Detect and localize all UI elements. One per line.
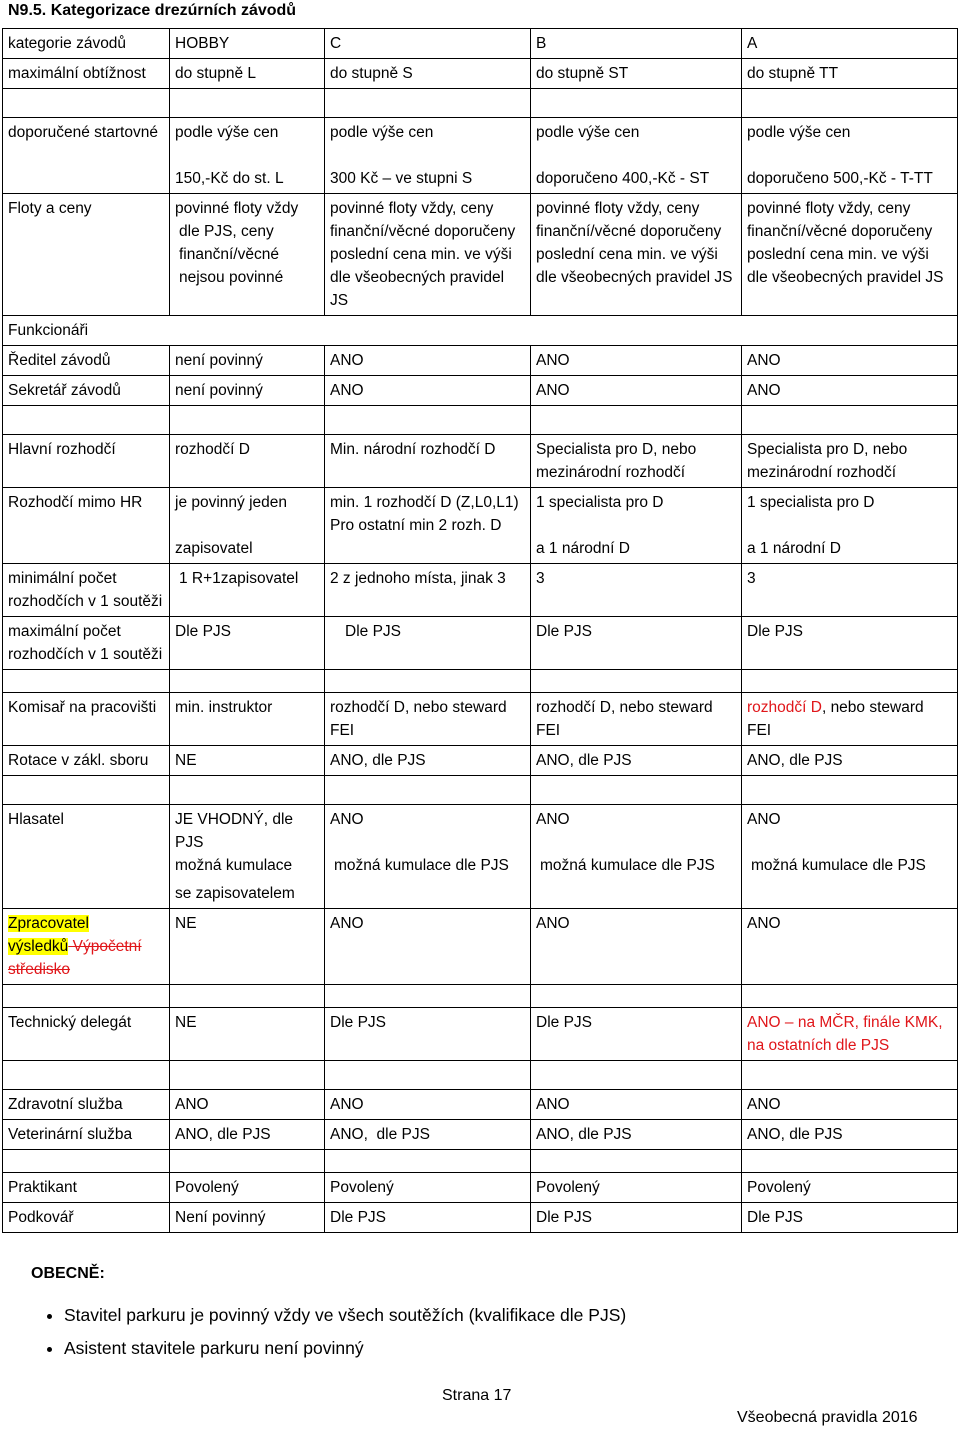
cell-line: podle výše cen: [747, 124, 851, 141]
table-cell: Specialista pro D, nebo mezinárodní rozhodčí: [531, 435, 742, 488]
table-cell: Dle PJS: [325, 1008, 531, 1061]
cell-line: min. 1 rozhodčí D (Z,L0,L1): [330, 494, 519, 511]
document-footer: Všeobecná pravidla 2016: [737, 1409, 918, 1426]
row-label: Podkovář: [3, 1203, 170, 1233]
table-cell: do stupně ST: [531, 59, 742, 89]
table-row: [3, 1203, 958, 1233]
spacer-row: [3, 89, 958, 118]
general-section-title: OBECNĚ:: [31, 1265, 105, 1282]
cell-line: zapisovatel: [175, 540, 253, 557]
row-label: Praktikant: [3, 1173, 170, 1203]
table-cell: rozhodčí D, nebo steward FEI: [531, 693, 742, 746]
table-row: [3, 1173, 958, 1203]
struck-label: Výpočetní: [68, 938, 142, 955]
spacer-row: [3, 1061, 958, 1090]
table-cell: [531, 118, 742, 194]
table-cell: [742, 194, 958, 316]
table-row: [3, 435, 958, 488]
row-label: Rotace v zákl. sboru: [3, 746, 170, 776]
table-row: [3, 118, 958, 194]
cell-line: podle výše cen: [175, 124, 279, 141]
general-list: [32, 1299, 626, 1365]
list-item: • Stavitel parkuru je povinný vždy ve všech soutěžích (kvalifikace dle PJS): [64, 1299, 626, 1332]
row-label: Technický delegát: [3, 1008, 170, 1061]
table-cell: Povolený: [325, 1173, 531, 1203]
cell-line: možná kumulace dle PJS: [334, 857, 509, 874]
spacer-row: [3, 670, 958, 693]
table-cell: ANO: [742, 346, 958, 376]
table-row: [3, 1090, 958, 1120]
table-cell: do stupně S: [325, 59, 531, 89]
table-cell: ANO, dle PJS: [742, 1120, 958, 1150]
cell-line: 1 specialista pro D: [536, 494, 664, 511]
row-label: [3, 909, 170, 985]
spacer-row: [3, 985, 958, 1008]
cell-line: podle výše cen: [330, 124, 434, 141]
table-cell: rozhodčí D: [170, 435, 325, 488]
table-row: [3, 488, 958, 564]
cell-line: ANO: [330, 811, 364, 828]
row-label: Komisař na pracovišti: [3, 693, 170, 746]
table-cell: [742, 488, 958, 564]
section-heading: N9.5. Kategorizace drezúrních závodů: [8, 2, 297, 19]
table-cell: ANO, dle PJS: [531, 746, 742, 776]
table-cell: 1 R+1zapisovatel: [170, 564, 325, 617]
row-label: kategorie závodů: [3, 29, 170, 59]
table-cell: Dle PJS: [170, 617, 325, 670]
table-cell: ANO – na MČR, finále KMK, na ostatních dle PJS: [742, 1008, 958, 1061]
row-label: Zdravotní služba: [3, 1090, 170, 1120]
list-item: • Asistent stavitele parkuru není povinný: [64, 1332, 626, 1365]
cell-text: , nebo steward FEI: [747, 699, 924, 739]
table-row: [3, 376, 958, 406]
table-cell: do stupně L: [170, 59, 325, 89]
cell-line: Pro ostatní min 2 rozh. D: [330, 517, 502, 534]
table-cell: Dle PJS: [531, 1008, 742, 1061]
table-cell: [742, 805, 958, 909]
cell-line: povinné floty vždy: [175, 200, 299, 217]
table-cell: [325, 488, 531, 564]
table-row: [3, 29, 958, 59]
table-cell: [170, 805, 325, 909]
table-cell: ANO, dle PJS: [531, 1120, 742, 1150]
cell-line: povinné floty vždy, ceny: [536, 200, 700, 217]
table-cell: ANO, dle PJS: [325, 1120, 531, 1150]
table-cell: ANO: [325, 346, 531, 376]
row-label: maximální obtížnost: [3, 59, 170, 89]
row-label: Floty a ceny: [3, 194, 170, 316]
highlighted-label: Zpracovatel: [8, 915, 89, 932]
table-row: [3, 1120, 958, 1150]
table-cell: ANO: [531, 376, 742, 406]
table-row: [3, 194, 958, 316]
table-cell: NE: [170, 1008, 325, 1061]
table-cell: [170, 488, 325, 564]
row-label: Ředitel závodů: [3, 346, 170, 376]
cell-line: a 1 národní D: [536, 540, 630, 557]
spacer-row: [3, 1150, 958, 1173]
struck-label: středisko: [8, 961, 71, 978]
table-cell: ANO: [742, 909, 958, 985]
cell-line: podle výše cen: [536, 124, 640, 141]
table-cell: [531, 194, 742, 316]
table-cell: [742, 118, 958, 194]
table-cell: 3: [742, 564, 958, 617]
row-label: maximální počet rozhodčích v 1 soutěži: [3, 617, 170, 670]
table-cell: do stupně TT: [742, 59, 958, 89]
cell-line: ANO: [747, 811, 781, 828]
table-cell: Dle PJS: [531, 617, 742, 670]
cell-line: povinné floty vždy, ceny: [330, 200, 494, 217]
cell-line: 150,-Kč do st. L: [175, 170, 284, 187]
section-label: Funkcionáři: [3, 316, 958, 346]
table-row: [3, 909, 958, 985]
cell-line: 1 specialista pro D: [747, 494, 875, 511]
table-cell: Dle PJS: [742, 1203, 958, 1233]
table-cell: Dle PJS: [742, 617, 958, 670]
table-row: [3, 346, 958, 376]
table-cell: ANO: [531, 909, 742, 985]
table-cell: [531, 805, 742, 909]
table-row: [3, 693, 958, 746]
table-cell: min. instruktor: [170, 693, 325, 746]
table-row: [3, 746, 958, 776]
cell-line: 300 Kč – ve stupni S: [330, 170, 473, 187]
table-cell: 3: [531, 564, 742, 617]
table-cell: Není povinný: [170, 1203, 325, 1233]
table-cell: ANO: [742, 376, 958, 406]
cell-line: doporučeno 400,-Kč - ST: [536, 170, 710, 187]
table-cell: ANO: [325, 909, 531, 985]
cell-line: se zapisovatelem: [175, 885, 295, 902]
cell-line: možná kumulace dle PJS: [751, 857, 926, 874]
cell-line: možná kumulace dle PJS: [540, 857, 715, 874]
competition-categories-table: [2, 28, 958, 1233]
cell-line: ANO: [536, 811, 570, 828]
table-cell: [325, 118, 531, 194]
cell-line: možná kumulace: [175, 857, 293, 874]
page-number: Strana 17: [442, 1387, 512, 1404]
table-row: [3, 1008, 958, 1061]
row-label: doporučené startovné: [3, 118, 170, 194]
table-cell: 2 z jednoho místa, jinak 3: [325, 564, 531, 617]
column-header-c: C: [325, 29, 531, 59]
row-label: Hlasatel: [3, 805, 170, 909]
cell-line: je povinný jeden: [175, 494, 288, 511]
cell-line: JE VHODNÝ, dle PJS: [175, 811, 294, 851]
cell-line: dle PJS, ceny finanční/věcné nejsou povinné: [179, 223, 284, 286]
table-cell: [170, 118, 325, 194]
table-cell: Dle PJS: [325, 1203, 531, 1233]
table-cell: [325, 805, 531, 909]
table-cell: ANO: [325, 376, 531, 406]
row-label: Hlavní rozhodčí: [3, 435, 170, 488]
cell-line: povinné floty vždy, ceny: [747, 200, 911, 217]
column-header-hobby: HOBBY: [170, 29, 325, 59]
table-cell: ANO, dle PJS: [742, 746, 958, 776]
table-cell: Povolený: [170, 1173, 325, 1203]
table-cell: ANO: [170, 1090, 325, 1120]
table-cell: ANO: [325, 1090, 531, 1120]
table-cell: [531, 488, 742, 564]
table-cell: [742, 693, 958, 746]
table-cell: Dle PJS: [531, 1203, 742, 1233]
cell-line: finanční/věcné doporučeny poslední cena min. ve výši dle všeobecných pravidel JS: [330, 223, 516, 309]
table-cell: NE: [170, 746, 325, 776]
table-cell: rozhodčí D, nebo steward FEI: [325, 693, 531, 746]
table-row: [3, 564, 958, 617]
table-cell: není povinný: [170, 346, 325, 376]
table-cell: Specialista pro D, nebo mezinárodní rozhodčí: [742, 435, 958, 488]
cell-line: doporučeno 500,-Kč - T-TT: [747, 170, 933, 187]
table-cell: ANO: [531, 346, 742, 376]
row-label: Rozhodčí mimo HR: [3, 488, 170, 564]
row-label: Veterinární služba: [3, 1120, 170, 1150]
cell-line: finanční/věcné doporučeny poslední cena min. ve výši dle všeobecných pravidel JS: [536, 223, 733, 286]
column-header-a: A: [742, 29, 958, 59]
table-row: [3, 316, 958, 346]
table-cell: Povolený: [742, 1173, 958, 1203]
table-cell: NE: [170, 909, 325, 985]
table-cell: ANO, dle PJS: [325, 746, 531, 776]
row-label: minimální počet rozhodčích v 1 soutěži: [3, 564, 170, 617]
table-cell: není povinný: [170, 376, 325, 406]
highlighted-label: výsledků: [8, 938, 69, 955]
highlight-red-text: rozhodčí D: [747, 699, 822, 716]
table-cell: ANO: [531, 1090, 742, 1120]
spacer-row: [3, 776, 958, 805]
cell-line: a 1 národní D: [747, 540, 841, 557]
table-row: [3, 59, 958, 89]
row-label: Sekretář závodů: [3, 376, 170, 406]
table-cell: Povolený: [531, 1173, 742, 1203]
table-cell: ANO, dle PJS: [170, 1120, 325, 1150]
table-row: [3, 805, 958, 909]
cell-line: finanční/věcné doporučeny poslední cena min. ve výši dle všeobecných pravidel JS: [747, 223, 944, 286]
table-cell: Dle PJS: [325, 617, 531, 670]
table-cell: Min. národní rozhodčí D: [325, 435, 531, 488]
table-cell: ANO: [742, 1090, 958, 1120]
table-row: [3, 617, 958, 670]
column-header-b: B: [531, 29, 742, 59]
spacer-row: [3, 406, 958, 435]
table-cell: [170, 194, 325, 316]
table-cell: [325, 194, 531, 316]
